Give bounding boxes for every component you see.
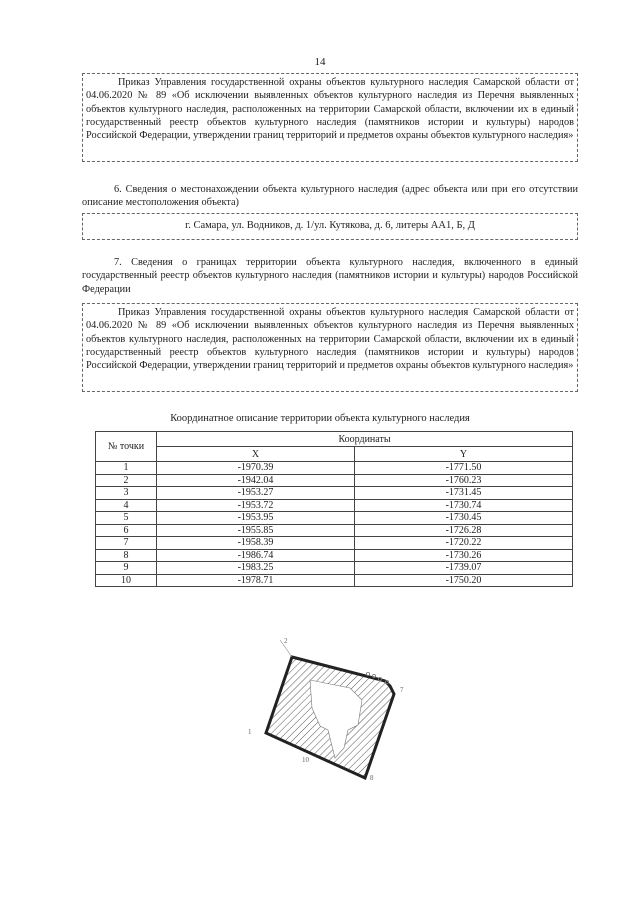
coord-y-cell: -1739.07 [355, 562, 573, 575]
coord-x-cell: -1958.39 [157, 537, 355, 550]
point-label-2: 2 [284, 637, 288, 645]
point-label-7: 7 [400, 686, 404, 694]
order-reference-box-2 [82, 303, 578, 392]
header-coordinates: Координаты [157, 432, 573, 447]
coord-x-cell: -1986.74 [157, 549, 355, 562]
coord-y-cell: -1771.50 [355, 462, 573, 475]
point-number-cell: 3 [96, 487, 157, 500]
order-reference-box-1 [82, 73, 578, 162]
point-number-cell: 7 [96, 537, 157, 550]
table-row [96, 474, 573, 487]
point-number-cell: 6 [96, 524, 157, 537]
table-row [96, 562, 573, 575]
coord-x-cell: -1978.71 [157, 574, 355, 587]
table-row [96, 549, 573, 562]
page-number: 14 [314, 56, 326, 68]
coord-x-cell: -1953.95 [157, 512, 355, 525]
table-row [96, 487, 573, 500]
coord-x-cell: -1953.72 [157, 499, 355, 512]
table-row [96, 574, 573, 587]
point-number-cell: 8 [96, 549, 157, 562]
point-label-10: 10 [302, 756, 309, 764]
table-row [96, 512, 573, 525]
coord-x-cell: -1970.39 [157, 462, 355, 475]
boundary-plan-drawing [240, 630, 440, 790]
point-number-cell: 10 [96, 574, 157, 587]
coord-y-cell: -1731.45 [355, 487, 573, 500]
section-7-heading [82, 256, 578, 296]
header-x: X [157, 447, 355, 462]
table-row [96, 537, 573, 550]
coord-x-cell: -1955.85 [157, 524, 355, 537]
coord-x-cell: -1983.25 [157, 562, 355, 575]
section-6-heading-text: 6. Сведения о местонахождении объекта культурного наследия (адрес объекта или при его отсутствии описание местоположения объекта) [82, 184, 578, 209]
coord-y-cell: -1730.45 [355, 512, 573, 525]
coord-x-cell: -1953.27 [157, 487, 355, 500]
coord-x-cell: -1942.04 [157, 474, 355, 487]
coordinates-table [95, 431, 573, 587]
point-number-cell: 1 [96, 462, 157, 475]
table-row [96, 499, 573, 512]
table-title: Координатное описание территории объекта культурного наследия [170, 413, 470, 424]
header-point: № точки [96, 432, 157, 462]
order-text-2: Приказ Управления государственной охраны объектов культурного наследия Самарской области от 04.06.2020 № 89 «Об исключении выявленных объектов культурного наследия из Перечня выявленных объектов культурного наследия, расположенных на территории Самарской области, включении их в единый государственный реестр объектов культурного наследия (памятников истории и культуры) народов Российской Федерации, утверждении границ территорий и предметов охраны объектов культурного наследия» [86, 307, 574, 372]
coord-y-cell: -1760.23 [355, 474, 573, 487]
point-number-cell: 4 [96, 499, 157, 512]
point-number-cell: 2 [96, 474, 157, 487]
coord-y-cell: -1750.20 [355, 574, 573, 587]
section-6-heading [82, 183, 578, 210]
coord-y-cell: -1730.74 [355, 499, 573, 512]
header-y: Y [355, 447, 573, 462]
section-7-heading-text: 7. Сведения о границах территории объекта культурного наследия, включенного в единый государственный реестр объектов культурного наследия (памятников истории и культуры) народов Российской Федерации [82, 257, 578, 295]
point-label-8: 8 [370, 774, 374, 782]
table-row [96, 462, 573, 475]
coord-y-cell: -1720.22 [355, 537, 573, 550]
address-text: г. Самара, ул. Водников, д. 1/ул. Кутякова, д. 6, литеры АА1, Б, Д [185, 220, 475, 231]
point-number-cell: 5 [96, 512, 157, 525]
table-row [96, 524, 573, 537]
order-text-1: Приказ Управления государственной охраны объектов культурного наследия Самарской области от 04.06.2020 № 89 «Об исключении выявленных объектов культурного наследия из Перечня выявленных объектов культурного наследия, расположенных на территории Самарской области, включении их в единый государственный реестр объектов культурного наследия (памятников истории и культуры) народов Российской Федерации, утверждении границ территорий и предметов охраны объектов культурного наследия» [86, 77, 574, 142]
point-number-cell: 9 [96, 562, 157, 575]
address-box [82, 213, 578, 240]
coord-y-cell: -1730.26 [355, 549, 573, 562]
point-label-1: 1 [248, 728, 252, 736]
coord-y-cell: -1726.28 [355, 524, 573, 537]
